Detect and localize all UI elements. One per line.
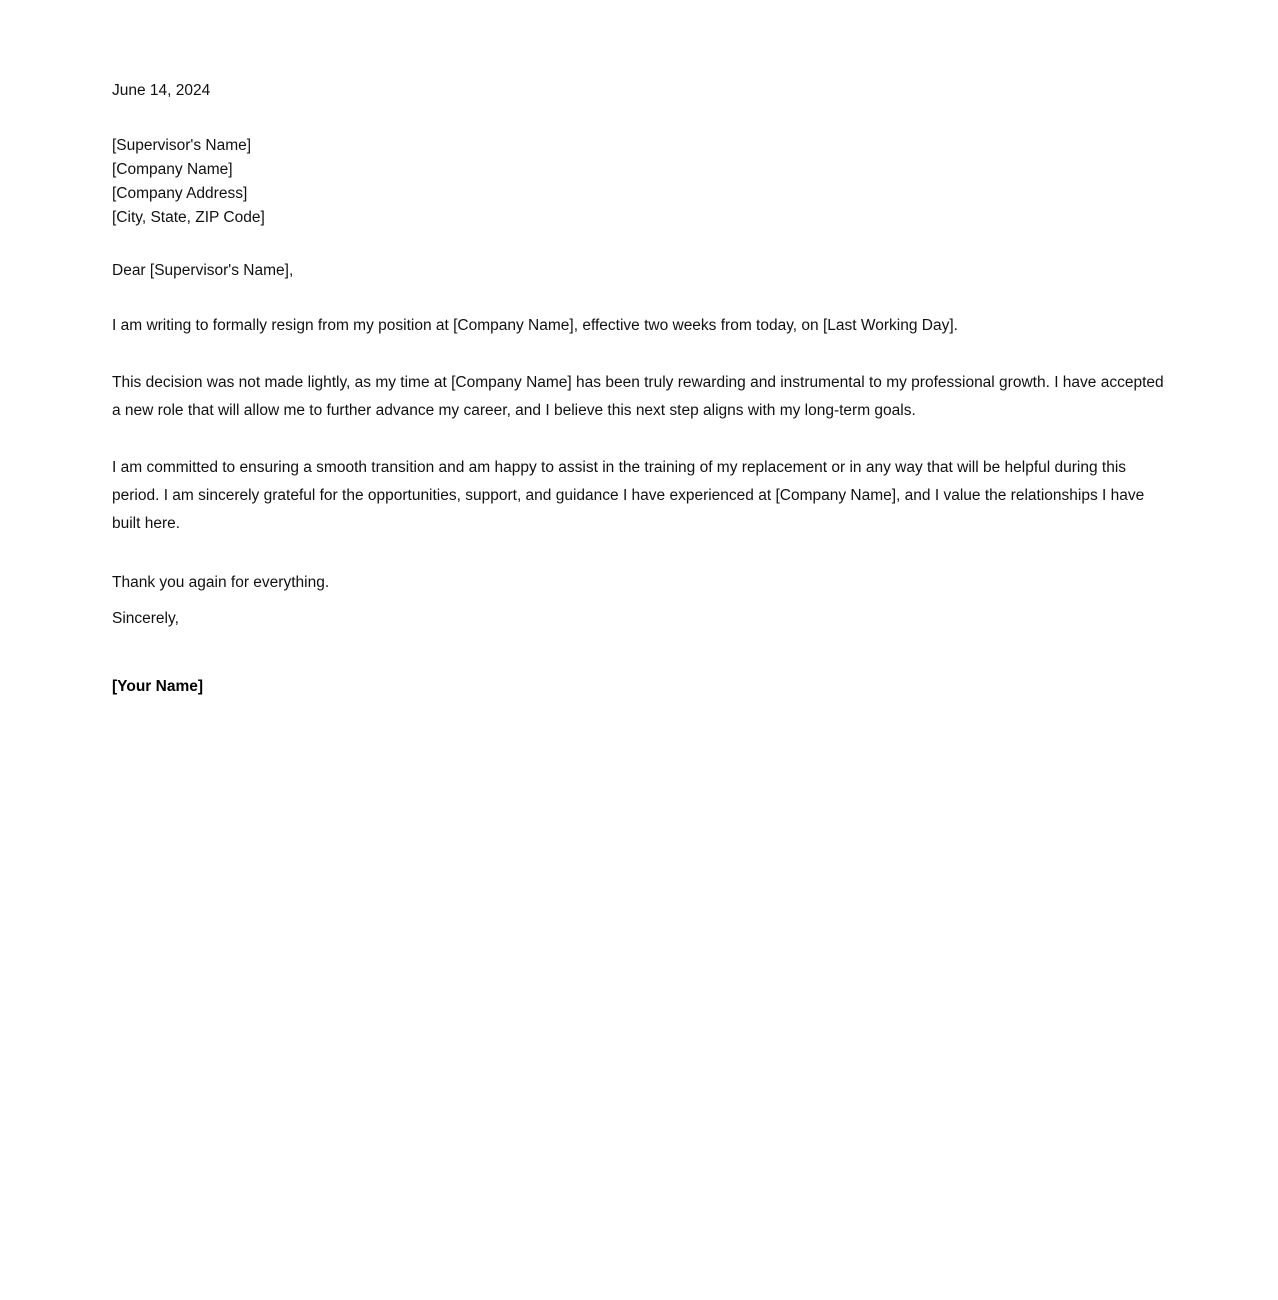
letter-body (112, 81, 1167, 701)
closing-thanks: Thank you again for everything. (112, 574, 330, 591)
address-line-company-name: [Company Name] (112, 161, 233, 178)
signature-name: [Your Name] (112, 678, 204, 695)
paragraph-transition-and-gratitude: I am committed to ensuring a smooth transition and am happy to assist in the training of my replacement or in any way that will be helpful during this period. I am sincerely grateful for the opportunities, support, and guidance I have experienced at [Company Name], and I value the relationships I have built here. (112, 459, 1145, 532)
letter-date: June 14, 2024 (112, 82, 211, 99)
address-line-supervisor-name: [Supervisor's Name] (112, 137, 252, 154)
salutation: Dear [Supervisor's Name], (112, 262, 294, 279)
closing-valediction: Sincerely, (112, 610, 179, 627)
address-line-company-address: [Company Address] (112, 185, 248, 202)
paragraph-reason-for-leaving: This decision was not made lightly, as my time at [Company Name] has been truly rewarding and instrumental to my professional growth. I have accepted a new role that will allow me to further advance my career, and I believe this next step aligns with my long-term goals. (112, 374, 1164, 419)
recipient-address-block (112, 134, 1167, 230)
paragraph-resignation-notice: I am writing to formally resign from my position at [Company Name], effective two weeks from today, on [Last Working Day]. (112, 317, 958, 334)
address-line-city-state-zip: [City, State, ZIP Code] (112, 209, 265, 226)
